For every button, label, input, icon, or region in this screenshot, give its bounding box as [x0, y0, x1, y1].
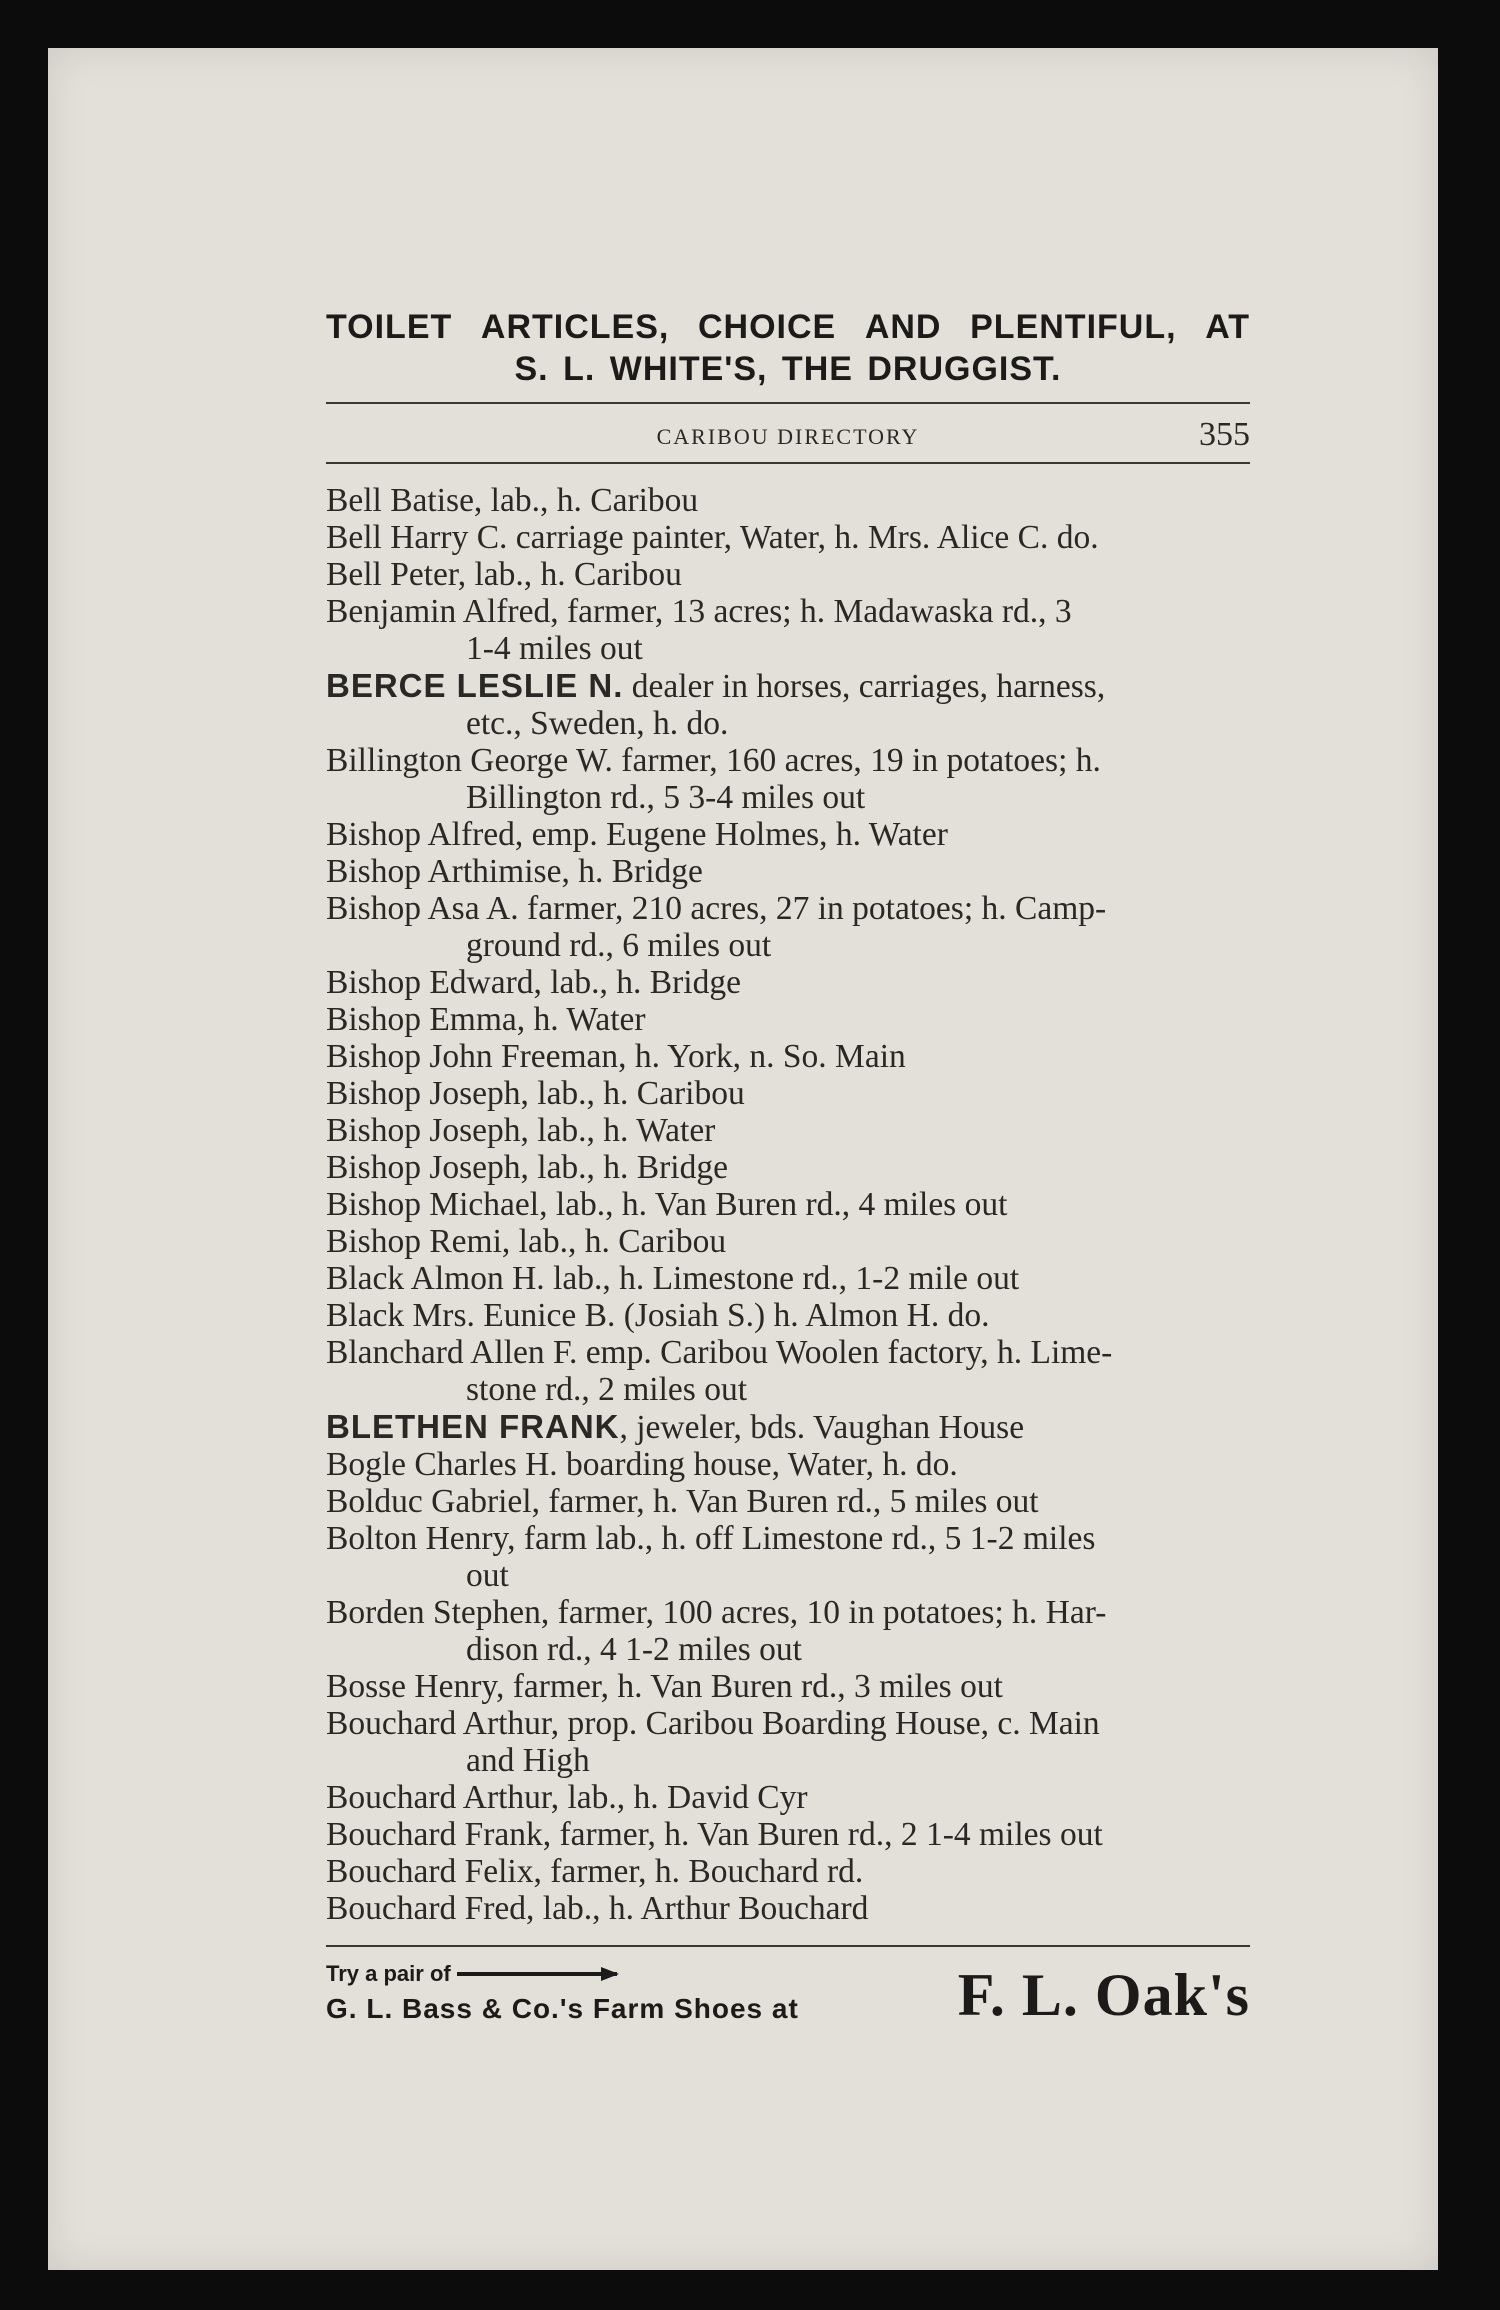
footer-ad-line-2: G. L. Bass & Co.'s Farm Shoes at	[326, 1993, 799, 2024]
directory-entry	[326, 1149, 1250, 1186]
footer-ad-try: Try a pair of	[326, 1961, 451, 1986]
entry-continuation: Billington rd., 5 3-4 miles out	[466, 779, 866, 816]
entry-line: Bishop Edward, lab., h. Bridge	[326, 964, 741, 1001]
directory-entry	[326, 1446, 1250, 1483]
directory-entry	[326, 1594, 1250, 1668]
entry-line: Bishop Emma, h. Water	[326, 1001, 646, 1038]
entry-line: Bolduc Gabriel, farmer, h. Van Buren rd., 5 miles out	[326, 1483, 1039, 1520]
entry-continuation: 1-4 miles out	[466, 630, 643, 667]
directory-entry	[326, 556, 1250, 593]
directory-entry	[326, 1112, 1250, 1149]
directory-entry-business	[326, 1408, 1250, 1446]
header-rule-bottom	[326, 462, 1250, 464]
directory-entry	[326, 1260, 1250, 1297]
entry-line: Black Almon H. lab., h. Limestone rd., 1-2 mile out	[326, 1260, 1020, 1297]
entry-line: Billington George W. farmer, 160 acres, 19 in potatoes; h.	[326, 742, 1101, 779]
entry-line: Bolton Henry, farm lab., h. off Limestone rd., 5 1-2 miles	[326, 1520, 1096, 1557]
page-content	[326, 306, 1250, 2028]
directory-entry	[326, 1816, 1250, 1853]
top-ad-word: PLENTIFUL,	[970, 308, 1177, 346]
footer-advertisement	[326, 1961, 1250, 2028]
directory-entry	[326, 816, 1250, 853]
directory-entry	[326, 1038, 1250, 1075]
directory-entry	[326, 1297, 1250, 1334]
entry-line: Bell Peter, lab., h. Caribou	[326, 556, 682, 593]
entry-line: Black Mrs. Eunice B. (Josiah S.) h. Almon H. do.	[326, 1297, 990, 1334]
directory-entry	[326, 1668, 1250, 1705]
entry-continuation: out	[466, 1557, 509, 1594]
directory-entry	[326, 964, 1250, 1001]
entry-line: Bishop Joseph, lab., h. Water	[326, 1112, 716, 1149]
entry-business-name: BERCE LESLIE N.	[326, 667, 624, 704]
top-ad-word: AND	[864, 308, 942, 346]
entry-line: Bouchard Arthur, prop. Caribou Boarding House, c. Main	[326, 1705, 1100, 1742]
page-number: 355	[1199, 416, 1250, 453]
top-ad-word: CHOICE	[697, 308, 837, 346]
directory-entry	[326, 1520, 1250, 1594]
entry-line: Blanchard Allen F. emp. Caribou Woolen factory, h. Lime-	[326, 1334, 1113, 1371]
directory-entry	[326, 519, 1250, 556]
footer-ad-text	[326, 1961, 799, 2025]
entry-line: Bogle Charles H. boarding house, Water, h. do.	[326, 1446, 958, 1483]
footer-ad-line-1	[326, 1961, 799, 1987]
entry-line: Bishop John Freeman, h. York, n. So. Main	[326, 1038, 906, 1075]
entry-line: Bishop Arthimise, h. Bridge	[326, 853, 703, 890]
directory-entry	[326, 853, 1250, 890]
directory-entry	[326, 1779, 1250, 1816]
top-ad-word: AT	[1205, 308, 1250, 346]
top-ad-word: TOILET	[326, 308, 453, 346]
directory-entry	[326, 1890, 1250, 1927]
entry-line: Bishop Asa A. farmer, 210 acres, 27 in potatoes; h. Camp-	[326, 890, 1107, 927]
arrow-right-icon	[457, 1972, 617, 1976]
directory-entry	[326, 1483, 1250, 1520]
entry-line: Bouchard Arthur, lab., h. David Cyr	[326, 1779, 808, 1816]
top-ad-line-1	[326, 306, 1250, 348]
directory-entry	[326, 1705, 1250, 1779]
entry-continuation: and High	[466, 1742, 590, 1779]
footer-rule	[326, 1945, 1250, 1947]
directory-entry	[326, 593, 1250, 667]
entry-line: Benjamin Alfred, farmer, 13 acres; h. Madawaska rd., 3	[326, 593, 1072, 630]
entry-continuation: etc., Sweden, h. do.	[466, 705, 729, 742]
entry-line: Borden Stephen, farmer, 100 acres, 10 in potatoes; h. Har-	[326, 1594, 1107, 1631]
directory-page	[48, 48, 1438, 2270]
directory-entry	[326, 890, 1250, 964]
footer-ad-store-name: F. L. Oak's	[957, 1962, 1250, 2028]
entry-line: dealer in horses, carriages, harness,	[631, 668, 1106, 705]
entry-continuation: stone rd., 2 miles out	[466, 1371, 748, 1408]
entry-line: Bishop Alfred, emp. Eugene Holmes, h. Water	[326, 816, 948, 853]
entry-line: Bouchard Fred, lab., h. Arthur Bouchard	[326, 1890, 869, 1927]
entry-line: Bishop Remi, lab., h. Caribou	[326, 1223, 727, 1260]
top-advertisement	[326, 306, 1250, 390]
running-header	[326, 404, 1250, 460]
directory-entries	[326, 482, 1250, 1927]
directory-entry	[326, 1334, 1250, 1408]
running-head-title: CARIBOU DIRECTORY	[656, 424, 920, 449]
entry-line: Bosse Henry, farmer, h. Van Buren rd., 3 miles out	[326, 1668, 1003, 1705]
top-ad-word: ARTICLES,	[480, 308, 670, 346]
directory-entry-business	[326, 667, 1250, 742]
entry-continuation: ground rd., 6 miles out	[466, 927, 772, 964]
entry-line: Bell Harry C. carriage painter, Water, h. Mrs. Alice C. do.	[326, 519, 1099, 556]
entry-line: Bouchard Felix, farmer, h. Bouchard rd.	[326, 1853, 864, 1890]
top-ad-line-2: S. L. WHITE'S, THE DRUGGIST.	[514, 350, 1062, 388]
entry-line: Bell Batise, lab., h. Caribou	[326, 482, 699, 519]
directory-entry	[326, 1853, 1250, 1890]
entry-line: Bishop Michael, lab., h. Van Buren rd., 4 miles out	[326, 1186, 1008, 1223]
directory-entry	[326, 1001, 1250, 1038]
entry-line: Bishop Joseph, lab., h. Caribou	[326, 1075, 745, 1112]
directory-entry	[326, 742, 1250, 816]
directory-entry	[326, 1075, 1250, 1112]
entry-business-name: BLETHEN FRANK	[326, 1408, 620, 1445]
entry-continuation: dison rd., 4 1-2 miles out	[466, 1631, 802, 1668]
entry-line: Bishop Joseph, lab., h. Bridge	[326, 1149, 728, 1186]
directory-entry	[326, 1186, 1250, 1223]
entry-line: Bouchard Frank, farmer, h. Van Buren rd., 2 1-4 miles out	[326, 1816, 1103, 1853]
directory-entry	[326, 1223, 1250, 1260]
entry-line: , jeweler, bds. Vaughan House	[619, 1409, 1025, 1446]
directory-entry	[326, 482, 1250, 519]
